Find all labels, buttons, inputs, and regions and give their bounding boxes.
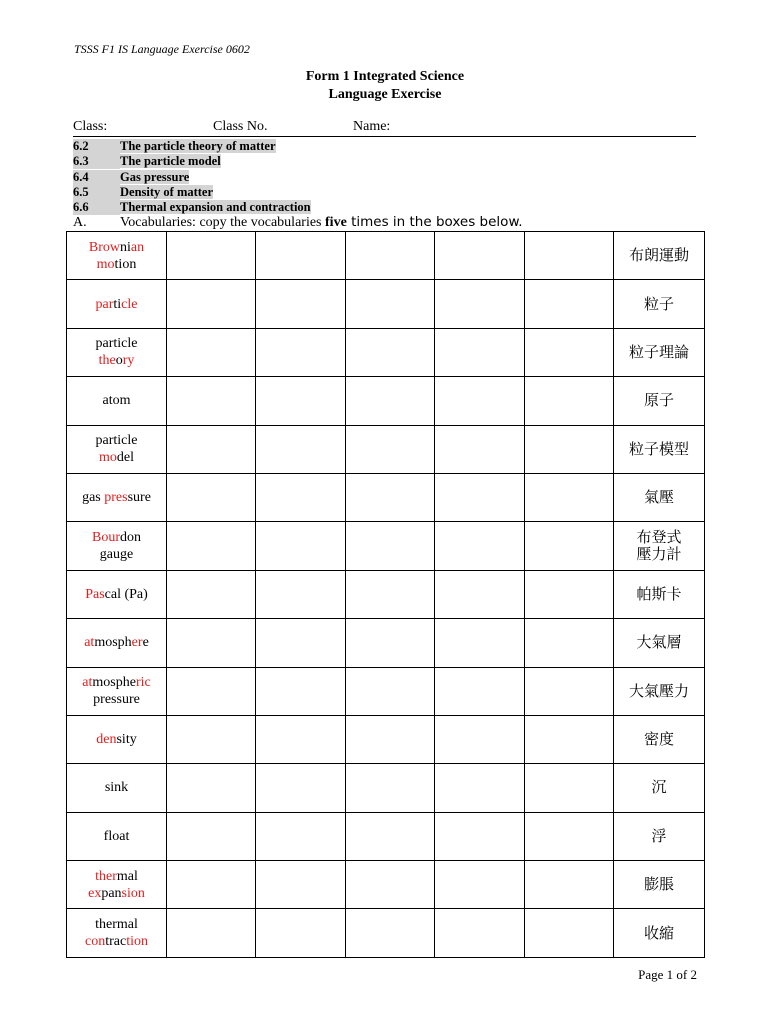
- chinese-translation: 布登式 壓力計: [614, 522, 705, 570]
- copy-box[interactable]: [346, 619, 435, 667]
- copy-box[interactable]: [346, 861, 435, 909]
- copy-box[interactable]: [256, 570, 346, 618]
- copy-box[interactable]: [167, 861, 256, 909]
- copy-box[interactable]: [167, 909, 256, 957]
- chinese-translation: 氣壓: [614, 473, 705, 521]
- class-label: Class:: [73, 119, 108, 134]
- topic-item: 6.6 Thermal expansion and contraction: [73, 200, 311, 215]
- copy-box[interactable]: [346, 812, 435, 860]
- copy-box[interactable]: [525, 232, 614, 280]
- copy-box[interactable]: [256, 377, 346, 425]
- vocab-word: Bourdon gauge: [67, 522, 167, 570]
- copy-box[interactable]: [525, 812, 614, 860]
- copy-box[interactable]: [256, 667, 346, 715]
- vocab-word: Pascal (Pa): [67, 570, 167, 618]
- vocab-word: atom: [67, 377, 167, 425]
- document-title: Form 1 Integrated Science: [305, 69, 465, 84]
- copy-box[interactable]: [167, 473, 256, 521]
- vocab-word: atmospheric pressure: [67, 667, 167, 715]
- document-subtitle: Language Exercise: [328, 87, 442, 102]
- vocab-word: particle theory: [67, 328, 167, 376]
- copy-box[interactable]: [435, 473, 525, 521]
- vocab-row: [67, 861, 705, 909]
- copy-box[interactable]: [435, 425, 525, 473]
- vocab-row: [67, 909, 705, 957]
- chinese-translation: 大氣壓力: [614, 667, 705, 715]
- copy-box[interactable]: [256, 232, 346, 280]
- vocab-word: density: [67, 715, 167, 763]
- vocab-word: gas pressure: [67, 473, 167, 521]
- copy-box[interactable]: [167, 715, 256, 763]
- copy-box[interactable]: [525, 619, 614, 667]
- copy-box[interactable]: [435, 570, 525, 618]
- copy-box[interactable]: [525, 715, 614, 763]
- chinese-translation: 浮: [614, 812, 705, 860]
- student-info-row: [73, 119, 696, 137]
- chinese-translation: 粒子: [614, 280, 705, 328]
- copy-box[interactable]: [435, 715, 525, 763]
- chinese-translation: 帕斯卡: [614, 570, 705, 618]
- copy-box[interactable]: [435, 764, 525, 812]
- header-note: TSSS F1 IS Language Exercise 0602: [74, 42, 250, 56]
- vocab-word: Brownian motion: [67, 232, 167, 280]
- chinese-translation: 密度: [614, 715, 705, 763]
- copy-box[interactable]: [346, 377, 435, 425]
- instruction-text: Vocabularies: copy the vocabularies: [120, 215, 326, 230]
- copy-box[interactable]: [435, 328, 525, 376]
- vocab-word: particle: [67, 280, 167, 328]
- vocab-row: [67, 473, 705, 521]
- vocab-row: [67, 715, 705, 763]
- copy-box[interactable]: [167, 619, 256, 667]
- copy-box[interactable]: [256, 522, 346, 570]
- instruction-emphasis: five: [325, 215, 347, 230]
- vocab-row: [67, 764, 705, 812]
- chinese-translation: 大氣層: [614, 619, 705, 667]
- vocab-row: [67, 232, 705, 280]
- copy-box[interactable]: [167, 280, 256, 328]
- copy-box[interactable]: [167, 328, 256, 376]
- copy-box[interactable]: [525, 522, 614, 570]
- vocab-word: particle model: [67, 425, 167, 473]
- vocab-row: [67, 619, 705, 667]
- copy-box[interactable]: [256, 764, 346, 812]
- chinese-translation: 膨脹: [614, 861, 705, 909]
- copy-box[interactable]: [435, 812, 525, 860]
- topic-item: 6.3 The particle model: [73, 154, 221, 169]
- topic-item: 6.2 The particle theory of matter: [73, 139, 276, 153]
- vocab-word: thermal contraction: [67, 909, 167, 957]
- instruction-text-end: times in the boxes below.: [346, 214, 523, 230]
- vocab-word: float: [67, 812, 167, 860]
- copy-box[interactable]: [435, 377, 525, 425]
- copy-box[interactable]: [346, 232, 435, 280]
- copy-box[interactable]: [346, 473, 435, 521]
- copy-box[interactable]: [167, 425, 256, 473]
- vocabulary-table: [66, 231, 705, 958]
- chinese-translation: 收縮: [614, 909, 705, 957]
- topic-item: 6.4 Gas pressure: [73, 169, 190, 184]
- copy-box[interactable]: [525, 861, 614, 909]
- chinese-translation: 沉: [614, 764, 705, 812]
- name-label: Name:: [353, 119, 391, 134]
- copy-box[interactable]: [435, 619, 525, 667]
- copy-box[interactable]: [167, 764, 256, 812]
- page-number: Page 1 of 2: [638, 967, 697, 982]
- copy-box[interactable]: [167, 667, 256, 715]
- vocab-row: [67, 570, 705, 618]
- copy-box[interactable]: [167, 232, 256, 280]
- copy-box[interactable]: [435, 861, 525, 909]
- vocab-row: [67, 328, 705, 376]
- copy-box[interactable]: [346, 667, 435, 715]
- copy-box[interactable]: [525, 909, 614, 957]
- vocab-row: [67, 812, 705, 860]
- copy-box[interactable]: [525, 667, 614, 715]
- copy-box[interactable]: [346, 425, 435, 473]
- copy-box[interactable]: [256, 280, 346, 328]
- copy-box[interactable]: [435, 522, 525, 570]
- copy-box[interactable]: [167, 570, 256, 618]
- copy-box[interactable]: [525, 280, 614, 328]
- section-letter: A.: [73, 215, 87, 230]
- copy-box[interactable]: [346, 764, 435, 812]
- copy-box[interactable]: [346, 328, 435, 376]
- vocab-word: atmosphere: [67, 619, 167, 667]
- topic-item: 6.5 Density of matter: [73, 184, 214, 199]
- instruction-line: [73, 214, 523, 231]
- copy-box[interactable]: [525, 377, 614, 425]
- copy-box[interactable]: [525, 473, 614, 521]
- class-no-label: Class No.: [213, 119, 268, 134]
- copy-box[interactable]: [256, 909, 346, 957]
- copy-box[interactable]: [346, 715, 435, 763]
- vocab-row: [67, 522, 705, 570]
- copy-box[interactable]: [256, 861, 346, 909]
- copy-box[interactable]: [256, 715, 346, 763]
- copy-box[interactable]: [435, 280, 525, 328]
- vocab-row: [67, 280, 705, 328]
- copy-box[interactable]: [525, 570, 614, 618]
- copy-box[interactable]: [525, 328, 614, 376]
- copy-box[interactable]: [256, 425, 346, 473]
- copy-box[interactable]: [256, 328, 346, 376]
- copy-box[interactable]: [346, 570, 435, 618]
- copy-box[interactable]: [346, 522, 435, 570]
- chinese-translation: 原子: [614, 377, 705, 425]
- copy-box[interactable]: [256, 812, 346, 860]
- vocab-word: thermal expansion: [67, 861, 167, 909]
- vocab-row: [67, 377, 705, 425]
- copy-box[interactable]: [167, 377, 256, 425]
- copy-box[interactable]: [346, 909, 435, 957]
- copy-box[interactable]: [256, 473, 346, 521]
- copy-box[interactable]: [525, 764, 614, 812]
- chinese-translation: 粒子理論: [614, 328, 705, 376]
- vocab-row: [67, 425, 705, 473]
- vocab-row: [67, 667, 705, 715]
- copy-box[interactable]: [435, 909, 525, 957]
- copy-box[interactable]: [167, 522, 256, 570]
- copy-box[interactable]: [256, 619, 346, 667]
- copy-box[interactable]: [167, 812, 256, 860]
- topic-list: [73, 139, 311, 215]
- copy-box[interactable]: [346, 280, 435, 328]
- chinese-translation: 布朗運動: [614, 232, 705, 280]
- copy-box[interactable]: [435, 667, 525, 715]
- copy-box[interactable]: [435, 232, 525, 280]
- chinese-translation: 粒子模型: [614, 425, 705, 473]
- vocab-word: sink: [67, 764, 167, 812]
- copy-box[interactable]: [525, 425, 614, 473]
